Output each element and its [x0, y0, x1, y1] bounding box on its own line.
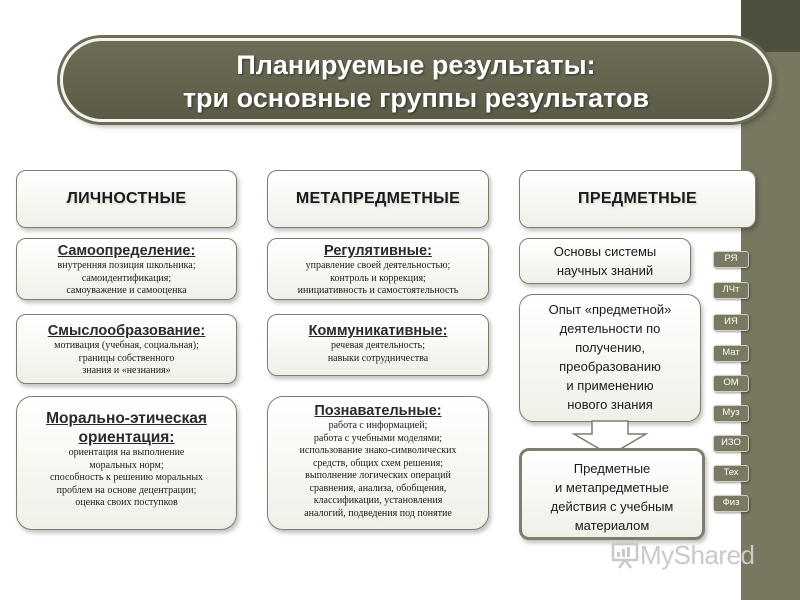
subject-tag-reading: ЛЧт [713, 282, 749, 299]
box-line: нового знания [567, 397, 653, 412]
presentation-icon [610, 540, 640, 570]
myshared-logo-text: MyShared [640, 539, 755, 570]
box-line: и метапредметные [555, 480, 669, 495]
subject-scientific-knowledge-box [519, 238, 691, 284]
box-line: средств, общих схем решения; [313, 457, 443, 469]
box-line: ориентация на выполнение [68, 447, 185, 458]
box-line: работа с информацией; [328, 420, 428, 431]
title-line-2: три основные группы результатов [182, 83, 650, 113]
column-header-meta-label: МЕТАПРЕДМЕТНЫЕ [295, 190, 461, 207]
box-line: работа с учебными моделями; [313, 432, 443, 444]
box-line: способность к решению моральных [49, 472, 204, 483]
meta-regulatory-box [267, 238, 489, 300]
meta-communicative-box [267, 314, 489, 376]
box-line: материалом [574, 518, 650, 533]
box-heading: Смыслообразование: [47, 323, 206, 339]
subject-tag-foreign-lang: ИЯ [713, 314, 749, 331]
myshared-logo [610, 538, 755, 572]
box-line: сравнения, анализа, обобщения, [309, 482, 447, 494]
subject-tag-tech: Тех [713, 465, 749, 482]
column-header-personal [16, 170, 237, 228]
box-line: внутренняя позиция школьника; [57, 260, 196, 271]
box-heading: Морально-этическая [46, 410, 207, 427]
subject-tag-music: Муз [713, 405, 749, 422]
box-heading: Познавательные: [314, 403, 442, 419]
personal-meaning-formation-box [16, 314, 237, 384]
box-line: выполнение логических операций [305, 470, 451, 481]
subject-activity-experience-box [519, 294, 701, 422]
column-header-personal-label: ЛИЧНОСТНЫЕ [66, 190, 187, 207]
box-line: аналогий, подведения под понятие [304, 507, 452, 519]
subject-tag-art: ИЗО [713, 435, 749, 452]
box-line: управление своей деятельностью; [305, 260, 451, 271]
box-line: научных знаний [556, 263, 654, 278]
box-line: навыки сотрудничества [327, 352, 429, 364]
box-line: деятельности по [559, 321, 661, 336]
box-line: Предметные [573, 461, 651, 476]
column-header-meta [267, 170, 489, 228]
box-line: Опыт «предметной» [548, 302, 672, 317]
box-line: и применению [566, 378, 654, 393]
column-header-subject-label: ПРЕДМЕТНЫЕ [578, 190, 697, 207]
box-line: использование знако-символических [299, 445, 457, 456]
subject-tag-ru: РЯ [713, 251, 749, 268]
subject-tag-pe: Физ [713, 495, 749, 512]
subject-tag-math: Мат [713, 345, 749, 362]
box-line: контроль и коррекция; [330, 272, 426, 284]
box-heading: Самоопределение: [57, 243, 196, 259]
subject-actions-box [519, 448, 705, 540]
box-line: моральных норм; [89, 459, 164, 471]
box-line: оценка своих поступков [75, 497, 178, 508]
box-line: классификации, установления [313, 495, 443, 506]
personal-moral-orientation-box [16, 396, 237, 530]
title-line-1: Планируемые результаты: [236, 50, 596, 80]
personal-self-determination-box [16, 238, 237, 300]
box-line: инициативность и самостоятельность [297, 285, 459, 296]
box-line: мотивация (учебная, социальная); [54, 340, 199, 351]
box-line: границы собственного [78, 352, 175, 364]
box-line: Основы системы [553, 244, 657, 259]
box-heading: Коммуникативные: [308, 323, 448, 339]
column-header-subject [519, 170, 756, 228]
box-heading: ориентация: [78, 429, 175, 446]
box-line: самоидентификация; [81, 272, 172, 284]
box-line: самоуважение и самооценка [66, 285, 187, 296]
box-line: проблем на основе децентрации; [56, 484, 197, 496]
box-line: получению, [575, 340, 645, 355]
title-banner [60, 38, 772, 122]
box-line: действия с учебным [550, 499, 674, 514]
box-line: знания и «незнания» [82, 365, 171, 376]
box-line: речевая деятельность; [330, 340, 426, 351]
box-heading: Регулятивные: [324, 243, 432, 259]
box-line: преобразованию [559, 359, 661, 374]
subject-tag-world: ОМ [713, 375, 749, 392]
meta-cognitive-box [267, 396, 489, 530]
